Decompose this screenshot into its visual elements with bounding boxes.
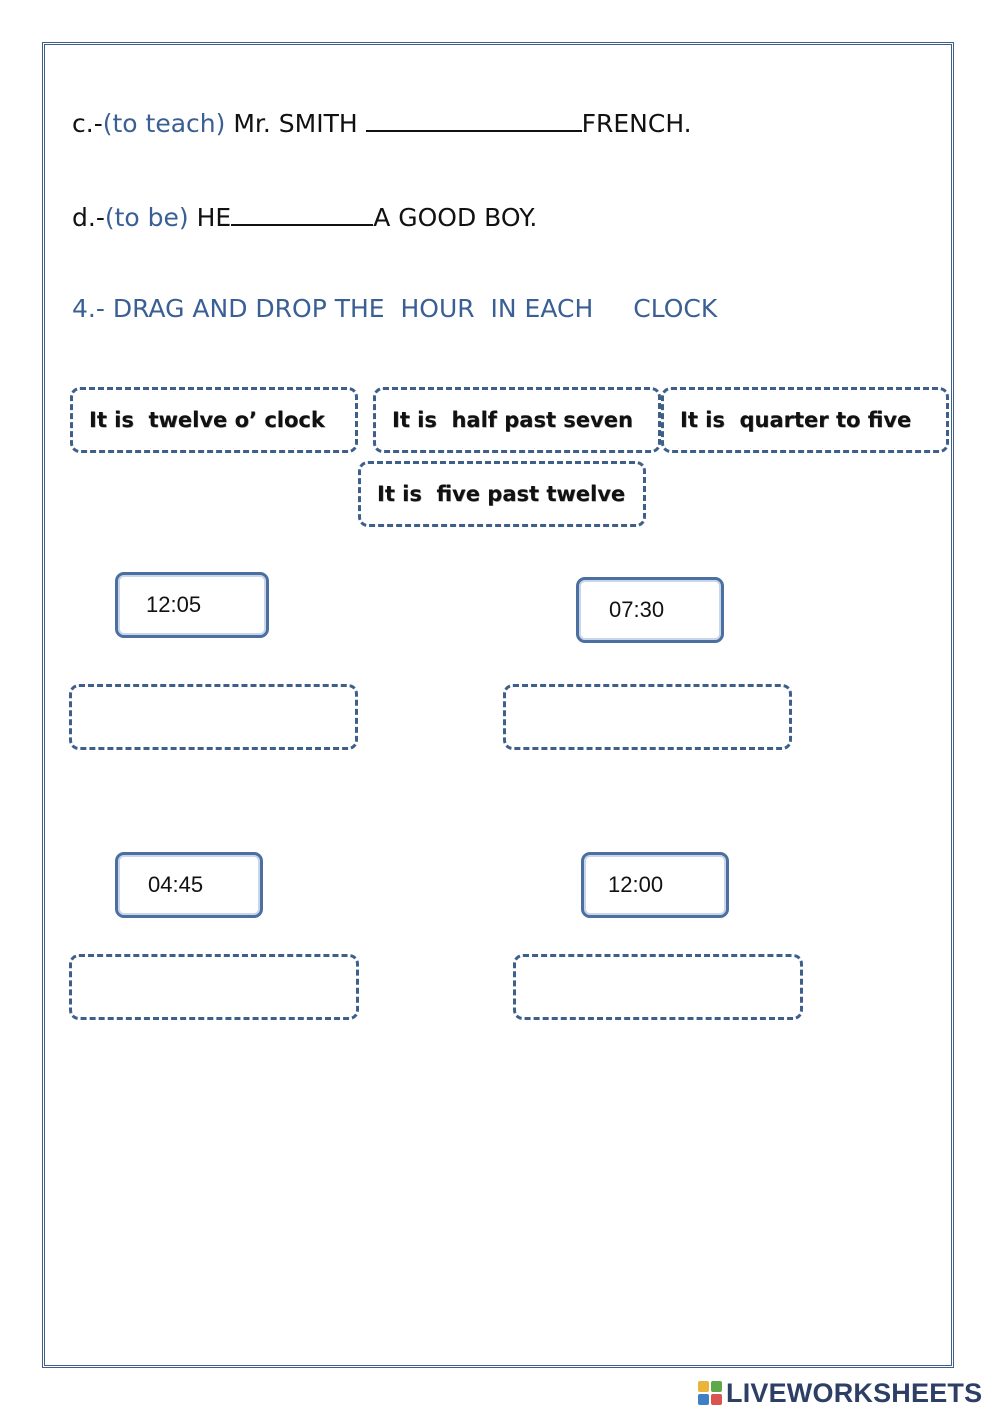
clock-time-label: 12:00 xyxy=(608,872,664,897)
exercise-d-text: HE xyxy=(188,203,232,232)
drop-zone-2[interactable] xyxy=(503,684,792,750)
clock-time-label: 12:05 xyxy=(146,592,202,617)
exercise-d-verb: (to be) xyxy=(104,203,189,232)
exercise-d-prefix: d.- xyxy=(72,203,105,232)
exercise-c-ending: FRENCH. xyxy=(581,109,692,138)
clock-time-box xyxy=(576,577,724,643)
clock-time-box xyxy=(115,852,263,918)
option-chip-label: It is half past seven xyxy=(392,408,633,432)
liveworksheets-logo xyxy=(698,1378,982,1408)
drop-zone-3[interactable] xyxy=(69,954,359,1020)
option-chip-label: It is twelve o’ clock xyxy=(89,408,325,432)
option-chip-half-past-seven[interactable] xyxy=(373,387,661,453)
option-chip-label: It is five past twelve xyxy=(377,482,626,506)
section-4-heading-text: 4.- DRAG AND DROP THE HOUR IN EACH xyxy=(72,294,594,323)
section-4-heading xyxy=(72,294,717,323)
option-chip-label: It is quarter to five xyxy=(680,408,912,432)
exercise-c-verb: (to teach) xyxy=(102,109,226,138)
exercise-d-blank[interactable] xyxy=(231,202,373,226)
drop-zone-1[interactable] xyxy=(69,684,358,750)
clock-time-box xyxy=(115,572,269,638)
logo-squares-icon xyxy=(698,1381,722,1405)
option-chip-five-past-twelve[interactable] xyxy=(358,461,646,527)
exercise-c-prefix: c.- xyxy=(72,109,103,138)
exercise-c-blank[interactable] xyxy=(366,108,582,132)
clock-time-label: 07:30 xyxy=(609,597,665,622)
clock-time-box xyxy=(581,852,729,918)
option-chip-quarter-to-five[interactable] xyxy=(661,387,949,453)
exercise-c xyxy=(72,108,692,138)
option-chip-twelve-oclock[interactable] xyxy=(70,387,358,453)
logo-text: LIVEWORKSHEETS xyxy=(726,1377,983,1408)
exercise-d xyxy=(72,202,537,232)
exercise-c-text: Mr. SMITH xyxy=(225,109,366,138)
exercise-d-ending: A GOOD BOY. xyxy=(373,203,538,232)
section-4-heading-clock: CLOCK xyxy=(633,294,718,323)
drop-zone-4[interactable] xyxy=(513,954,803,1020)
clock-time-label: 04:45 xyxy=(148,872,204,897)
